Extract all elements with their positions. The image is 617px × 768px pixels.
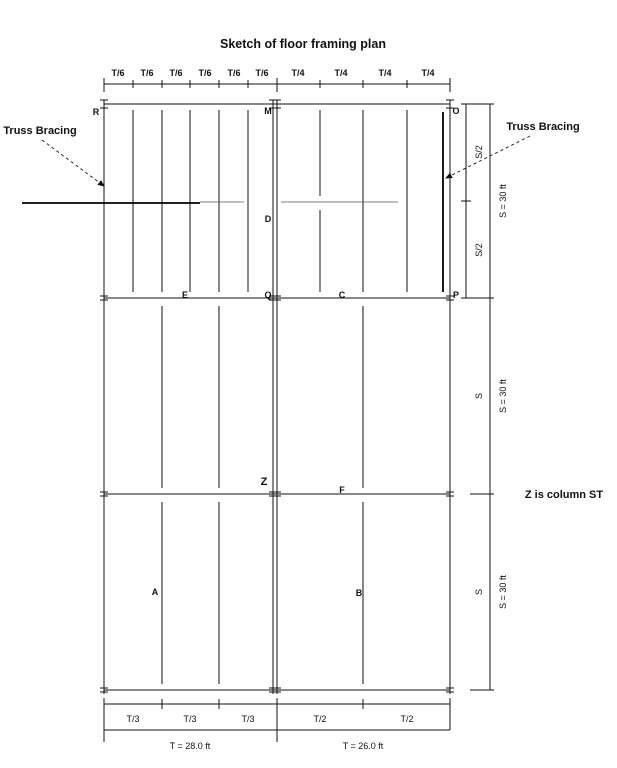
right-dim-half-bottom: S/2 [474,243,484,257]
bottom-dim-left-3: T/3 [241,714,255,724]
point-r-label: R [92,107,100,117]
bottom-dimension-line [104,698,450,742]
top-dim-left-1: T/6 [111,68,125,78]
point-p-label: P [452,290,460,300]
right-dim-bay-3: S = 30 ft [498,575,508,609]
right-dim-s-middle: S [474,392,484,400]
right-dim-bay-2: S = 30 ft [498,379,508,413]
right-dim-s-bottom: S [474,588,484,596]
truss-bracing-left-label: Truss Bracing [3,125,77,137]
bottom-dim-left-2: T/3 [183,714,197,724]
top-dim-left-3: T/6 [169,68,183,78]
truss-bracing-right-label: Truss Bracing [506,121,580,133]
bottom-dim-right-1: T/2 [313,714,327,724]
truss-bracing-left-arrow [42,140,104,186]
point-e-label: E [181,290,189,300]
column-note: Z is column ST [524,489,604,501]
top-dim-left-5: T/6 [227,68,241,78]
point-b-label: B [355,588,363,598]
top-dim-right-4: T/4 [421,68,435,78]
column-lines [104,100,450,694]
plan-title: Sketch of floor framing plan [220,37,386,51]
point-f-label: F [339,485,345,495]
top-bay-joists-right [320,110,407,292]
top-dim-right-1: T/4 [291,68,305,78]
point-m-label: M [264,106,272,116]
bottom-bay-joists [162,502,363,684]
top-dim-right-2: T/4 [334,68,348,78]
point-c-label: C [338,290,346,300]
point-z-label: Z [260,476,268,488]
top-dim-left-6: T/6 [255,68,269,78]
point-d-label: D [264,214,272,224]
top-dimension-line [104,78,450,92]
bottom-dim-right-2: T/2 [400,714,414,724]
top-dim-left-4: T/6 [198,68,212,78]
bottom-total-left: T = 28.0 ft [169,741,211,751]
truss-bracing-right-arrow [446,136,530,178]
point-o-label: O [452,106,460,116]
right-dim-half-top: S/2 [474,145,484,159]
bottom-total-right: T = 26.0 ft [342,741,384,751]
middle-bay-joists [162,306,363,488]
top-dim-left-2: T/6 [140,68,154,78]
right-dim-bay-1: S = 30 ft [498,184,508,218]
top-bay-joists-left [133,110,248,292]
bottom-dim-left-1: T/3 [126,714,140,724]
point-a-label: A [151,587,159,597]
point-q-label: Q [264,290,272,300]
top-dim-right-3: T/4 [378,68,392,78]
